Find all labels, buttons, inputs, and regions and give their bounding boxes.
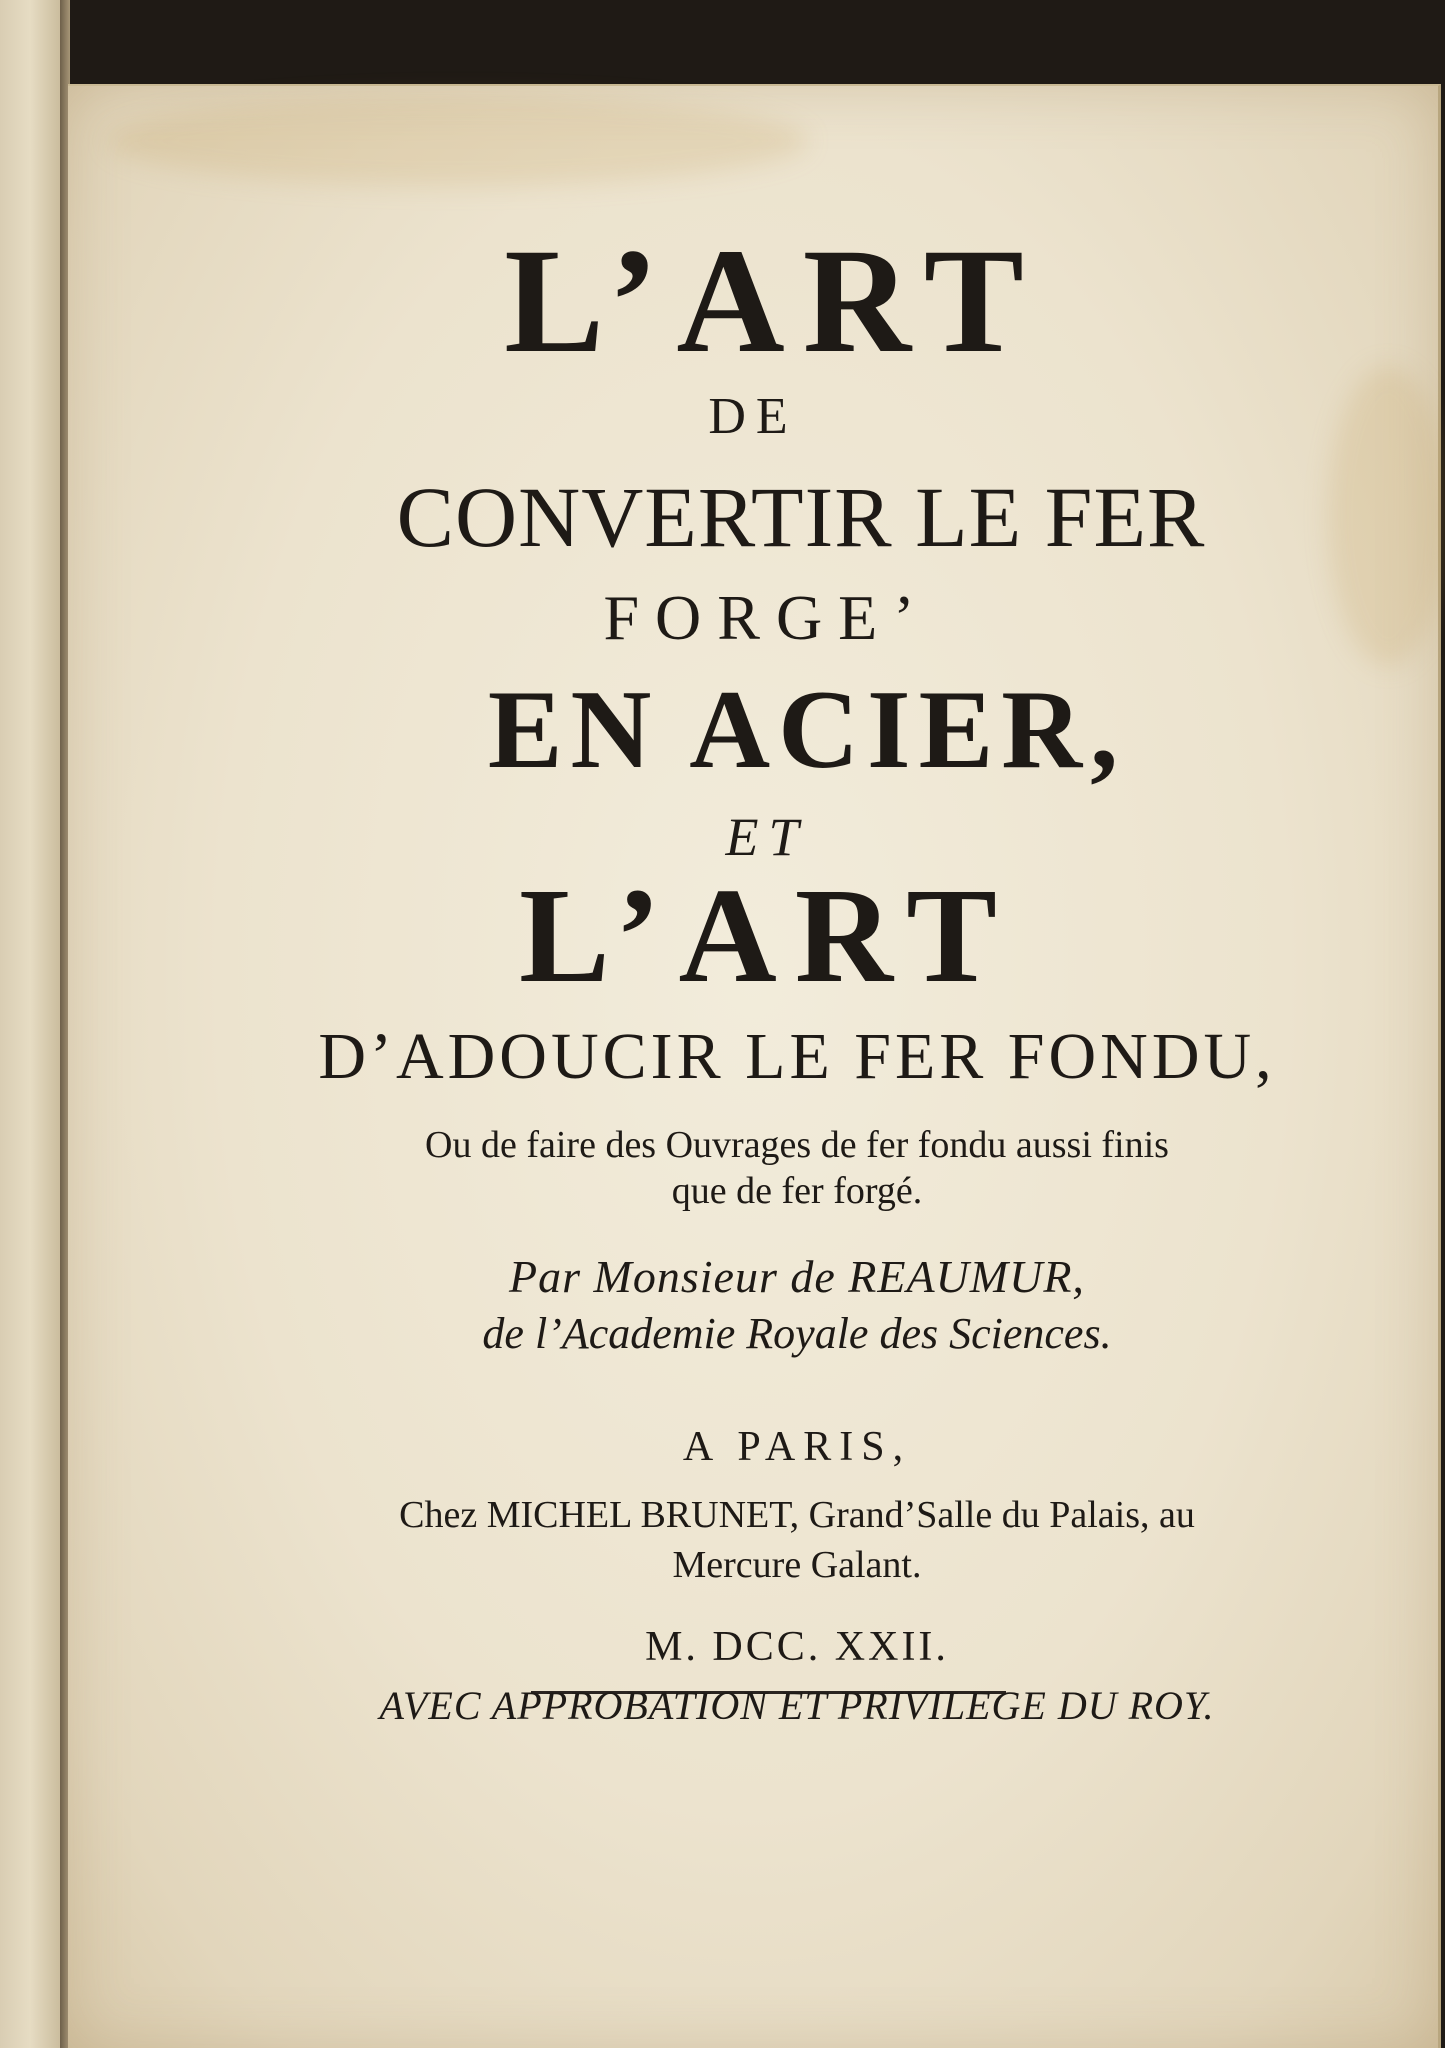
title-line-art-second: L’ART [519, 861, 1015, 1011]
facing-page-edge [0, 0, 62, 2048]
title-line-adoucir: D’ADOUCIR LE FER FONDU, [318, 1020, 1276, 1093]
author-line-2: de l’Academie Royale des Sciences. [482, 1309, 1112, 1358]
title-page [68, 84, 1441, 2048]
imprint-year: M. DCC. XXII. [645, 1624, 949, 1670]
imprint-publisher-2: Mercure Galant. [672, 1544, 922, 1586]
title-line-acier: EN ACIER, [487, 668, 1127, 792]
title-line-forge: FORGE’ [603, 582, 931, 653]
title-line-art: L’ART [504, 218, 1042, 384]
paper-stain [108, 96, 808, 186]
title-line-et: ET [725, 807, 809, 867]
subtitle-line-2: que de fer forgé. [671, 1170, 923, 1212]
imprint-publisher-1: Chez MICHEL BRUNET, Grand’Salle du Palais, au [399, 1494, 1195, 1536]
author-line-1: Par Monsieur de REAUMUR, [509, 1251, 1085, 1302]
title-line-de: DE [708, 388, 798, 445]
subtitle-line-1: Ou de faire des Ouvrages de fer fondu aussi finis [425, 1124, 1169, 1166]
imprint-city: A PARIS, [682, 1424, 912, 1470]
title-line-convertir: CONVERTIR LE FER [396, 469, 1206, 565]
privilege-line: AVEC APPROBATION ET PRIVILEGE DU ROY. [379, 1683, 1215, 1728]
